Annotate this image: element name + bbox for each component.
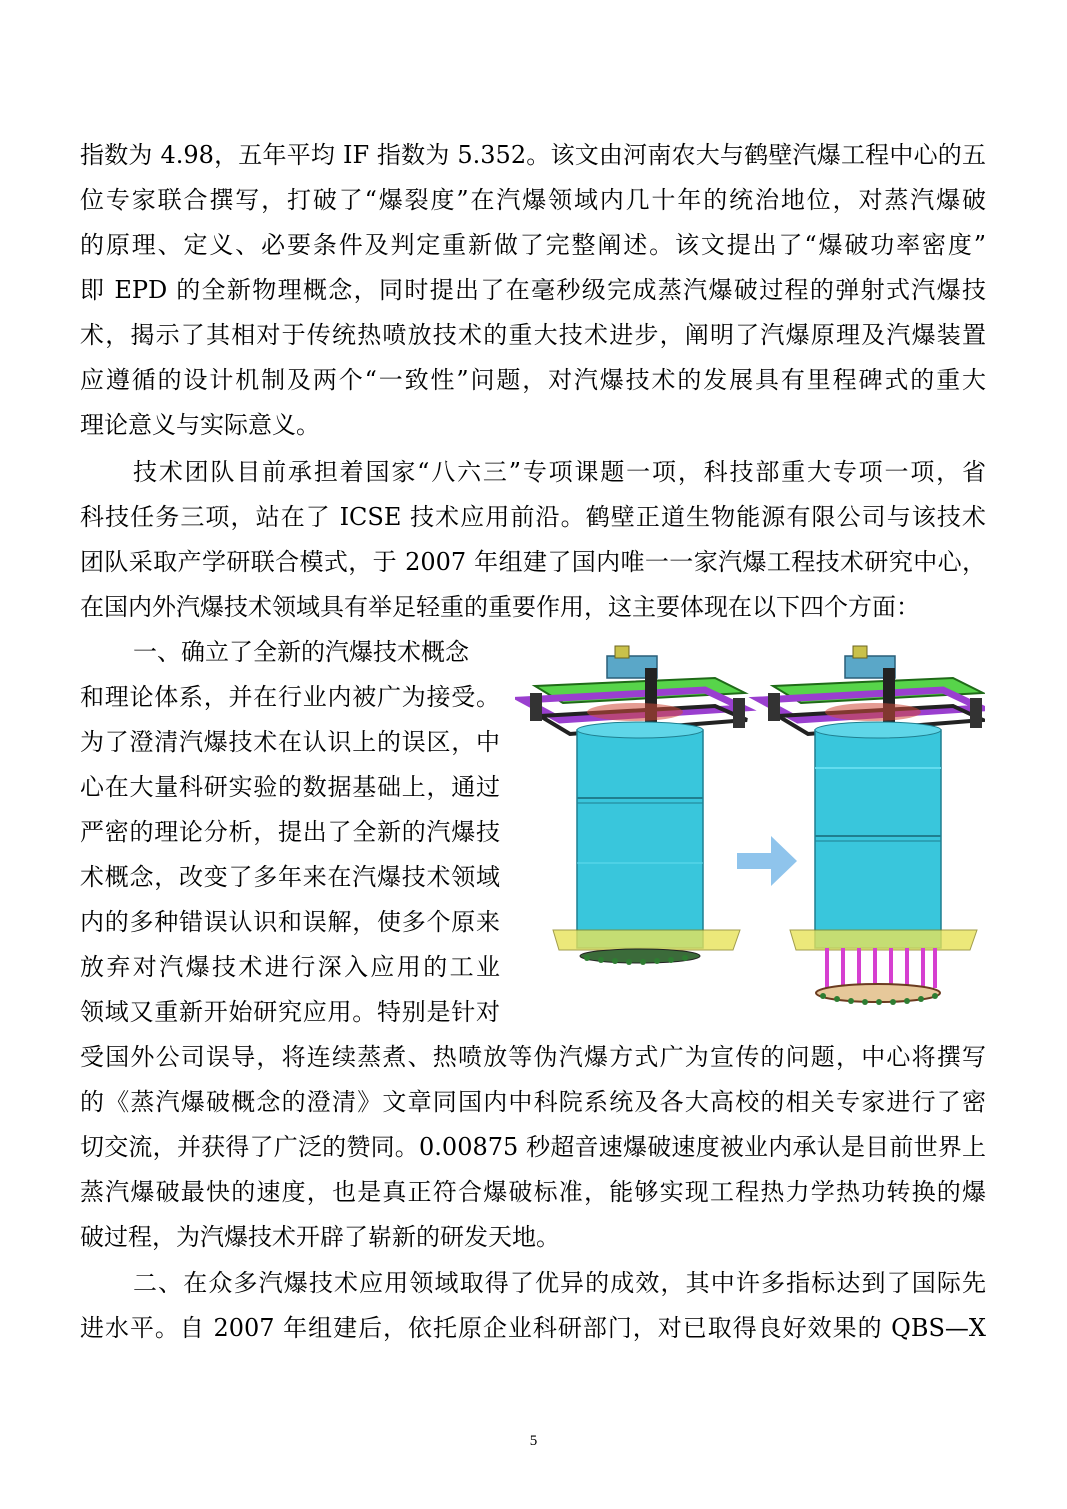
paragraph-3-line-9: 领域又重新开始研究应用。特别是针对 — [80, 998, 500, 1026]
paragraph-4-line-1: 二、在众多汽爆技术应用领域取得了优异的成效，其中许多指标达到了国际先 — [133, 1269, 986, 1297]
paragraph-3-line-3: 为了澄清汽爆技术在认识上的误区，中 — [80, 728, 500, 756]
paragraph-1-line-2: 位专家联合撰写，打破了“爆裂度”在汽爆领域内几十年的统治地位，对蒸汽爆破 — [80, 186, 986, 214]
device-open — [761, 646, 983, 1005]
paragraph-3-line-10: 受国外公司误导，将连续蒸煮、热喷放等伪汽爆方式广为宣传的问题，中心将撰写 — [80, 1043, 986, 1071]
right-arrow-icon — [737, 836, 797, 886]
paragraph-1-line-7: 理论意义与实际意义。 — [80, 411, 320, 439]
paragraph-3-line-7: 内的多种错误认识和误解，使多个原来 — [80, 908, 500, 936]
paragraph-3-line-6: 术概念，改变了多年来在汽爆技术领域 — [80, 863, 500, 891]
paragraph-1-line-6: 应遵循的设计机制及两个“一致性”问题，对汽爆技术的发展具有里程碑式的重大 — [80, 366, 986, 394]
paragraph-3-line-13: 蒸汽爆破最快的速度，也是真正符合爆破标准，能够实现工程热力学热功转换的爆 — [80, 1178, 986, 1206]
paragraph-3-line-11: 的《蒸汽爆破概念的澄清》文章同国内中科院系统及各大高校的相关专家进行了密 — [80, 1088, 986, 1116]
paragraph-3-line-1: 一、确立了全新的汽爆技术概念 — [133, 638, 469, 666]
paragraph-2-line-4: 在国内外汽爆技术领域具有举足轻重的重要作用，这主要体现在以下四个方面： — [80, 593, 920, 621]
paragraph-3-line-5: 严密的理论分析，提出了全新的汽爆技 — [80, 818, 500, 846]
paragraph-3-line-12: 切交流，并获得了广泛的赞同。0.00875 秒超音速爆破速度被业内承认是目前世界上 — [80, 1133, 986, 1161]
steam-explosion-device-figure — [515, 638, 985, 1023]
page-number: 5 — [529, 1433, 538, 1449]
paragraph-1-line-3: 的原理、定义、必要条件及判定重新做了完整阐述。该文提出了“爆破功率密度” — [80, 231, 986, 259]
paragraph-2-line-3: 团队采取产学研联合模式，于 2007 年组建了国内唯一一家汽爆工程技术研究中心， — [80, 548, 986, 576]
paragraph-4-line-2: 进水平。自 2007 年组建后，依托原企业科研部门，对已取得良好效果的 QBS—X — [80, 1314, 986, 1342]
paragraph-1-line-5: 术，揭示了其相对于传统热喷放技术的重大技术进步，阐明了汽爆原理及汽爆装置 — [80, 321, 986, 349]
paragraph-3-line-2: 和理论体系，并在行业内被广为接受。 — [80, 683, 500, 711]
paragraph-3-line-14: 破过程，为汽爆技术开辟了崭新的研发天地。 — [80, 1223, 560, 1251]
paragraph-2-line-1: 技术团队目前承担着国家“八六三”专项课题一项，科技部重大专项一项，省 — [133, 458, 986, 486]
paragraph-2-line-2: 科技任务三项，站在了 ICSE 技术应用前沿。鹤壁正道生物能源有限公司与该技术 — [80, 503, 986, 531]
device-closed — [523, 646, 747, 965]
paragraph-1-line-1: 指数为 4.98，五年平均 IF 指数为 5.352。该文由河南农大与鹤壁汽爆工程中心的五 — [80, 141, 986, 169]
paragraph-3-line-4: 心在大量科研实验的数据基础上，通过 — [80, 773, 500, 801]
paragraph-3-line-8: 放弃对汽爆技术进行深入应用的工业 — [80, 953, 500, 981]
paragraph-1-line-4: 即 EPD 的全新物理概念，同时提出了在毫秒级完成蒸汽爆破过程的弹射式汽爆技 — [80, 276, 986, 304]
